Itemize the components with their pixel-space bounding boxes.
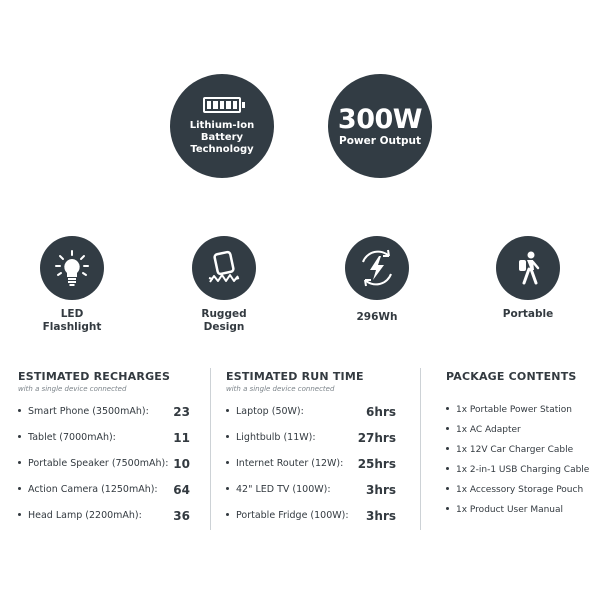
package-item-label: 1x 12V Car Charger Cable (456, 445, 574, 455)
runtime-row (226, 458, 343, 469)
runtime-value: 6hrs (366, 405, 396, 419)
recharge-row (18, 458, 168, 469)
package-item (446, 425, 521, 435)
runtime-label: Laptop (50W): (236, 406, 304, 417)
recharge-row (18, 406, 149, 417)
runtime-value: 3hrs (366, 483, 396, 497)
feature-label-line: LED (60, 308, 84, 320)
battery-icon (203, 97, 241, 113)
recharge-lightning-icon (353, 244, 401, 292)
runtime-row (226, 510, 349, 521)
package-item (446, 465, 589, 475)
rugged-design-badge (192, 236, 256, 300)
runtime-label: 42" LED TV (100W): (236, 484, 331, 495)
feature-label-capacity (337, 311, 417, 324)
runtime-value: 25hrs (357, 457, 396, 471)
recharge-label: Tablet (7000mAh): (28, 432, 116, 443)
recharges-title: ESTIMATED RECHARGES (18, 370, 171, 383)
feature-label-portable (488, 308, 568, 321)
package-title: PACKAGE CONTENTS (446, 370, 577, 383)
feature-label-line: Rugged (201, 308, 247, 320)
runtime-row (226, 406, 304, 417)
battery-badge-line: Battery (200, 131, 244, 143)
capacity-badge (345, 236, 409, 300)
power-output-label: Power Output (339, 135, 421, 147)
runtime-value: 27hrs (357, 431, 396, 445)
runtime-row (226, 484, 331, 495)
package-item (446, 445, 573, 455)
runtime-label: Lightbulb (11W): (236, 432, 316, 443)
package-item-label: 1x 2-in-1 USB Charging Cable (456, 465, 590, 475)
package-item (446, 485, 583, 495)
package-item-label: 1x AC Adapter (456, 425, 521, 435)
portable-badge (496, 236, 560, 300)
power-output-value: 300W (337, 104, 423, 135)
battery-badge-line: Lithium-Ion (189, 119, 255, 131)
recharge-label: Smart Phone (3500mAh): (28, 406, 149, 417)
package-item (446, 505, 563, 515)
runtime-label: Portable Fridge (100W): (236, 510, 349, 521)
recharge-value: 36 (173, 509, 190, 523)
runtime-title: ESTIMATED RUN TIME (226, 370, 364, 383)
package-item-label: 1x Accessory Storage Pouch (456, 485, 584, 495)
power-output-badge (328, 74, 432, 178)
feature-label-led (32, 308, 112, 334)
recharges-subtitle: with a single device connected (18, 385, 127, 393)
package-item (446, 405, 572, 415)
battery-badge-line: Technology (190, 143, 254, 155)
rugged-device-icon (204, 248, 244, 288)
feature-label-line: Design (203, 321, 245, 333)
hiker-icon (508, 248, 548, 288)
package-item-label: 1x Product User Manual (456, 505, 564, 515)
recharge-value: 64 (173, 483, 190, 497)
recharge-label: Portable Speaker (7500mAh): (28, 458, 169, 469)
recharge-row (18, 484, 158, 495)
recharge-row (18, 432, 116, 443)
package-item-label: 1x Portable Power Station (456, 405, 572, 415)
recharge-row (18, 510, 142, 521)
recharge-value: 23 (173, 405, 190, 419)
recharge-label: Action Camera (1250mAh): (28, 484, 158, 495)
feature-label-line: Portable (502, 308, 554, 320)
recharge-value: 10 (173, 457, 190, 471)
runtime-value: 3hrs (366, 509, 396, 523)
column-divider (420, 368, 421, 530)
recharge-label: Head Lamp (2200mAh): (28, 510, 142, 521)
feature-label-line: 296Wh (356, 311, 398, 323)
column-divider (210, 368, 211, 530)
runtime-label: Internet Router (12W): (236, 458, 344, 469)
recharge-value: 11 (173, 431, 190, 445)
lightbulb-icon (52, 248, 92, 288)
led-flashlight-badge (40, 236, 104, 300)
feature-label-line: Flashlight (42, 321, 102, 333)
feature-label-rugged (184, 308, 264, 334)
runtime-subtitle: with a single device connected (226, 385, 335, 393)
runtime-row (226, 432, 316, 443)
battery-technology-badge (170, 74, 274, 178)
